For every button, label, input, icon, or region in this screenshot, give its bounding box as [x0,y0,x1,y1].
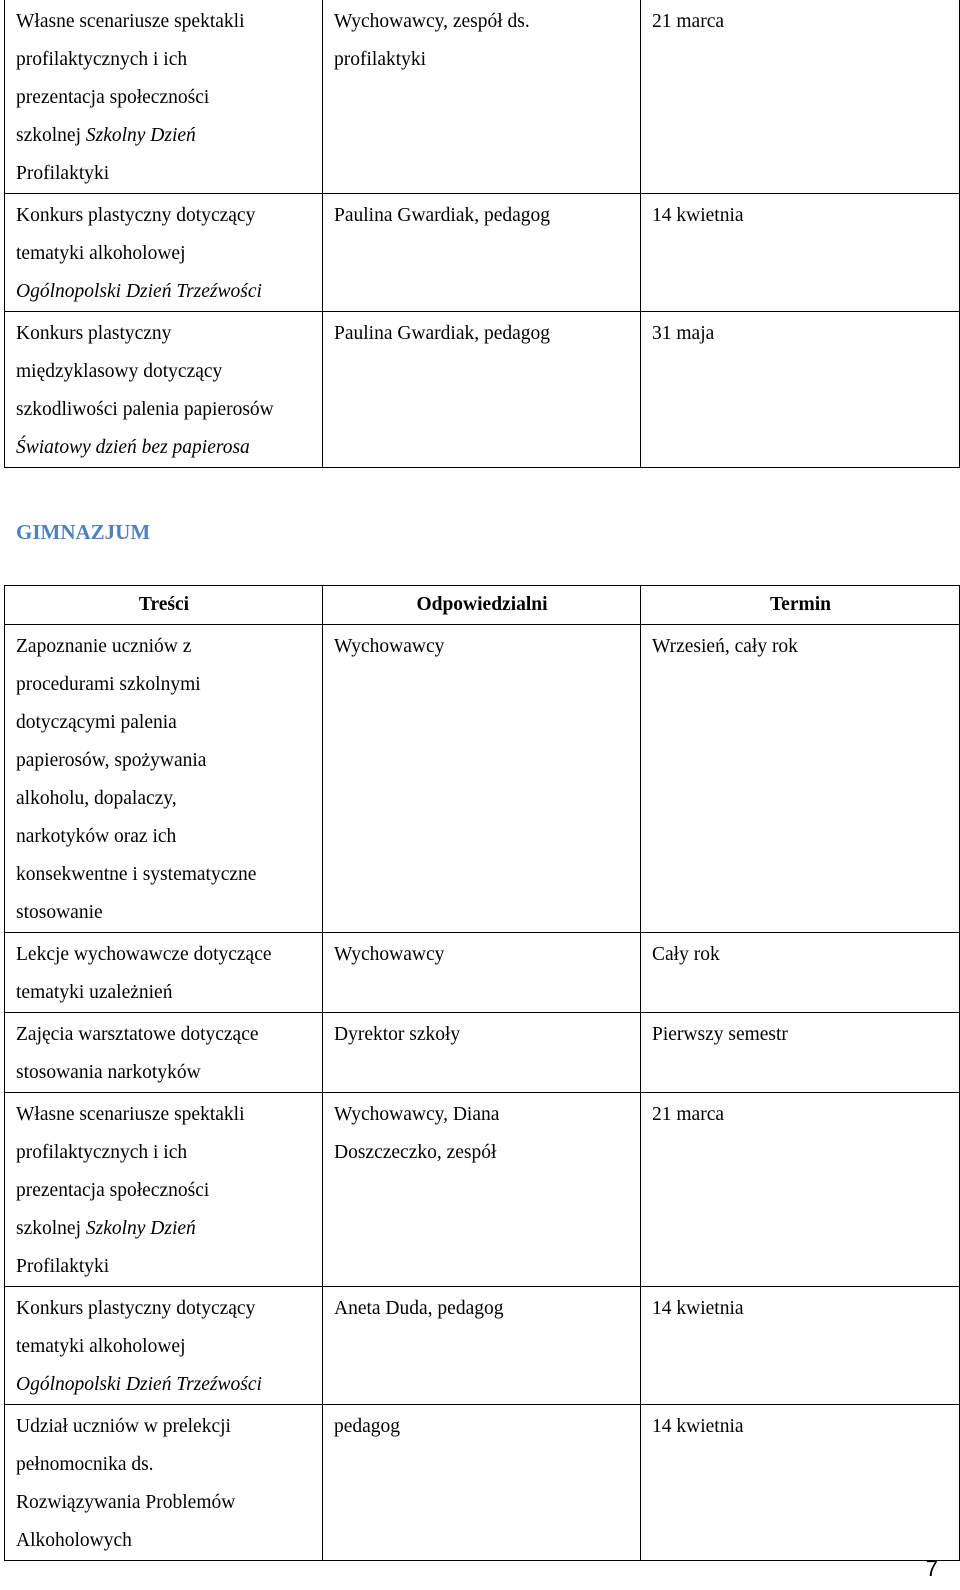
termin-cell: 21 marca [641,1093,960,1287]
tresci-cell: Konkurs plastyczny dotyczący tematyki alkoholowej Ogólnopolski Dzień Trzeźwości [5,194,323,312]
termin-cell: Wrzesień, cały rok [641,625,960,933]
table-row [5,194,960,312]
table-row [5,1093,960,1287]
tresci-cell: Własne scenariusze spektakli profilaktycznych i ich prezentacja społeczności szkolnej Szkolny Dzień Profilaktyki [5,0,323,194]
odpowiedzialni-cell: Wychowawcy [323,933,641,1013]
termin-cell: Cały rok [641,933,960,1013]
table-row [5,1405,960,1561]
table-row [5,1013,960,1093]
header-tresci: Treści [5,586,323,625]
tresci-cell: Zapoznanie uczniów z procedurami szkolnymi dotyczącymi palenia papierosów, spożywania alkoholu, dopalaczy, narkotyków oraz ich konsekwentne i systematyczne stosowanie [5,625,323,933]
odpowiedzialni-cell: Wychowawcy, Diana Doszczeczko, zespół [323,1093,641,1287]
tresci-cell: Własne scenariusze spektakli profilaktycznych i ich prezentacja społeczności szkolnej Szkolny Dzień Profilaktyki [5,1093,323,1287]
tresci-cell: Lekcje wychowawcze dotyczące tematyki uzależnień [5,933,323,1013]
termin-cell: 14 kwietnia [641,1405,960,1561]
table-row [5,933,960,1013]
odpowiedzialni-cell: Wychowawcy [323,625,641,933]
table-row [5,0,960,194]
termin-cell: 14 kwietnia [641,194,960,312]
table-row [5,312,960,468]
table-row [5,625,960,933]
page-number: 7 [925,1556,938,1581]
gimnazjum-table [4,585,960,1561]
table-row [5,1287,960,1405]
termin-cell: Pierwszy semestr [641,1013,960,1093]
header-row [5,586,960,625]
tresci-cell: Udział uczniów w prelekcji pełnomocnika ds. Rozwiązywania Problemów Alkoholowych [5,1405,323,1561]
tresci-cell: Konkurs plastyczny dotyczący tematyki alkoholowej Ogólnopolski Dzień Trzeźwości [5,1287,323,1405]
termin-cell: 31 maja [641,312,960,468]
header-odpowiedzialni: Odpowiedzialni [323,586,641,625]
odpowiedzialni-cell: Dyrektor szkoły [323,1013,641,1093]
tresci-cell: Konkurs plastyczny międzyklasowy dotyczący szkodliwości palenia papierosów Światowy dzień bez papierosa [5,312,323,468]
odpowiedzialni-cell: Paulina Gwardiak, pedagog [323,312,641,468]
termin-cell: 14 kwietnia [641,1287,960,1405]
table-continued [4,0,960,468]
header-termin: Termin [641,586,960,625]
termin-cell: 21 marca [641,0,960,194]
odpowiedzialni-cell: pedagog [323,1405,641,1561]
section-heading: GIMNAZJUM [16,520,151,544]
odpowiedzialni-cell: Wychowawcy, zespół ds. profilaktyki [323,0,641,194]
odpowiedzialni-cell: Aneta Duda, pedagog [323,1287,641,1405]
odpowiedzialni-cell: Paulina Gwardiak, pedagog [323,194,641,312]
tresci-cell: Zajęcia warsztatowe dotyczące stosowania narkotyków [5,1013,323,1093]
